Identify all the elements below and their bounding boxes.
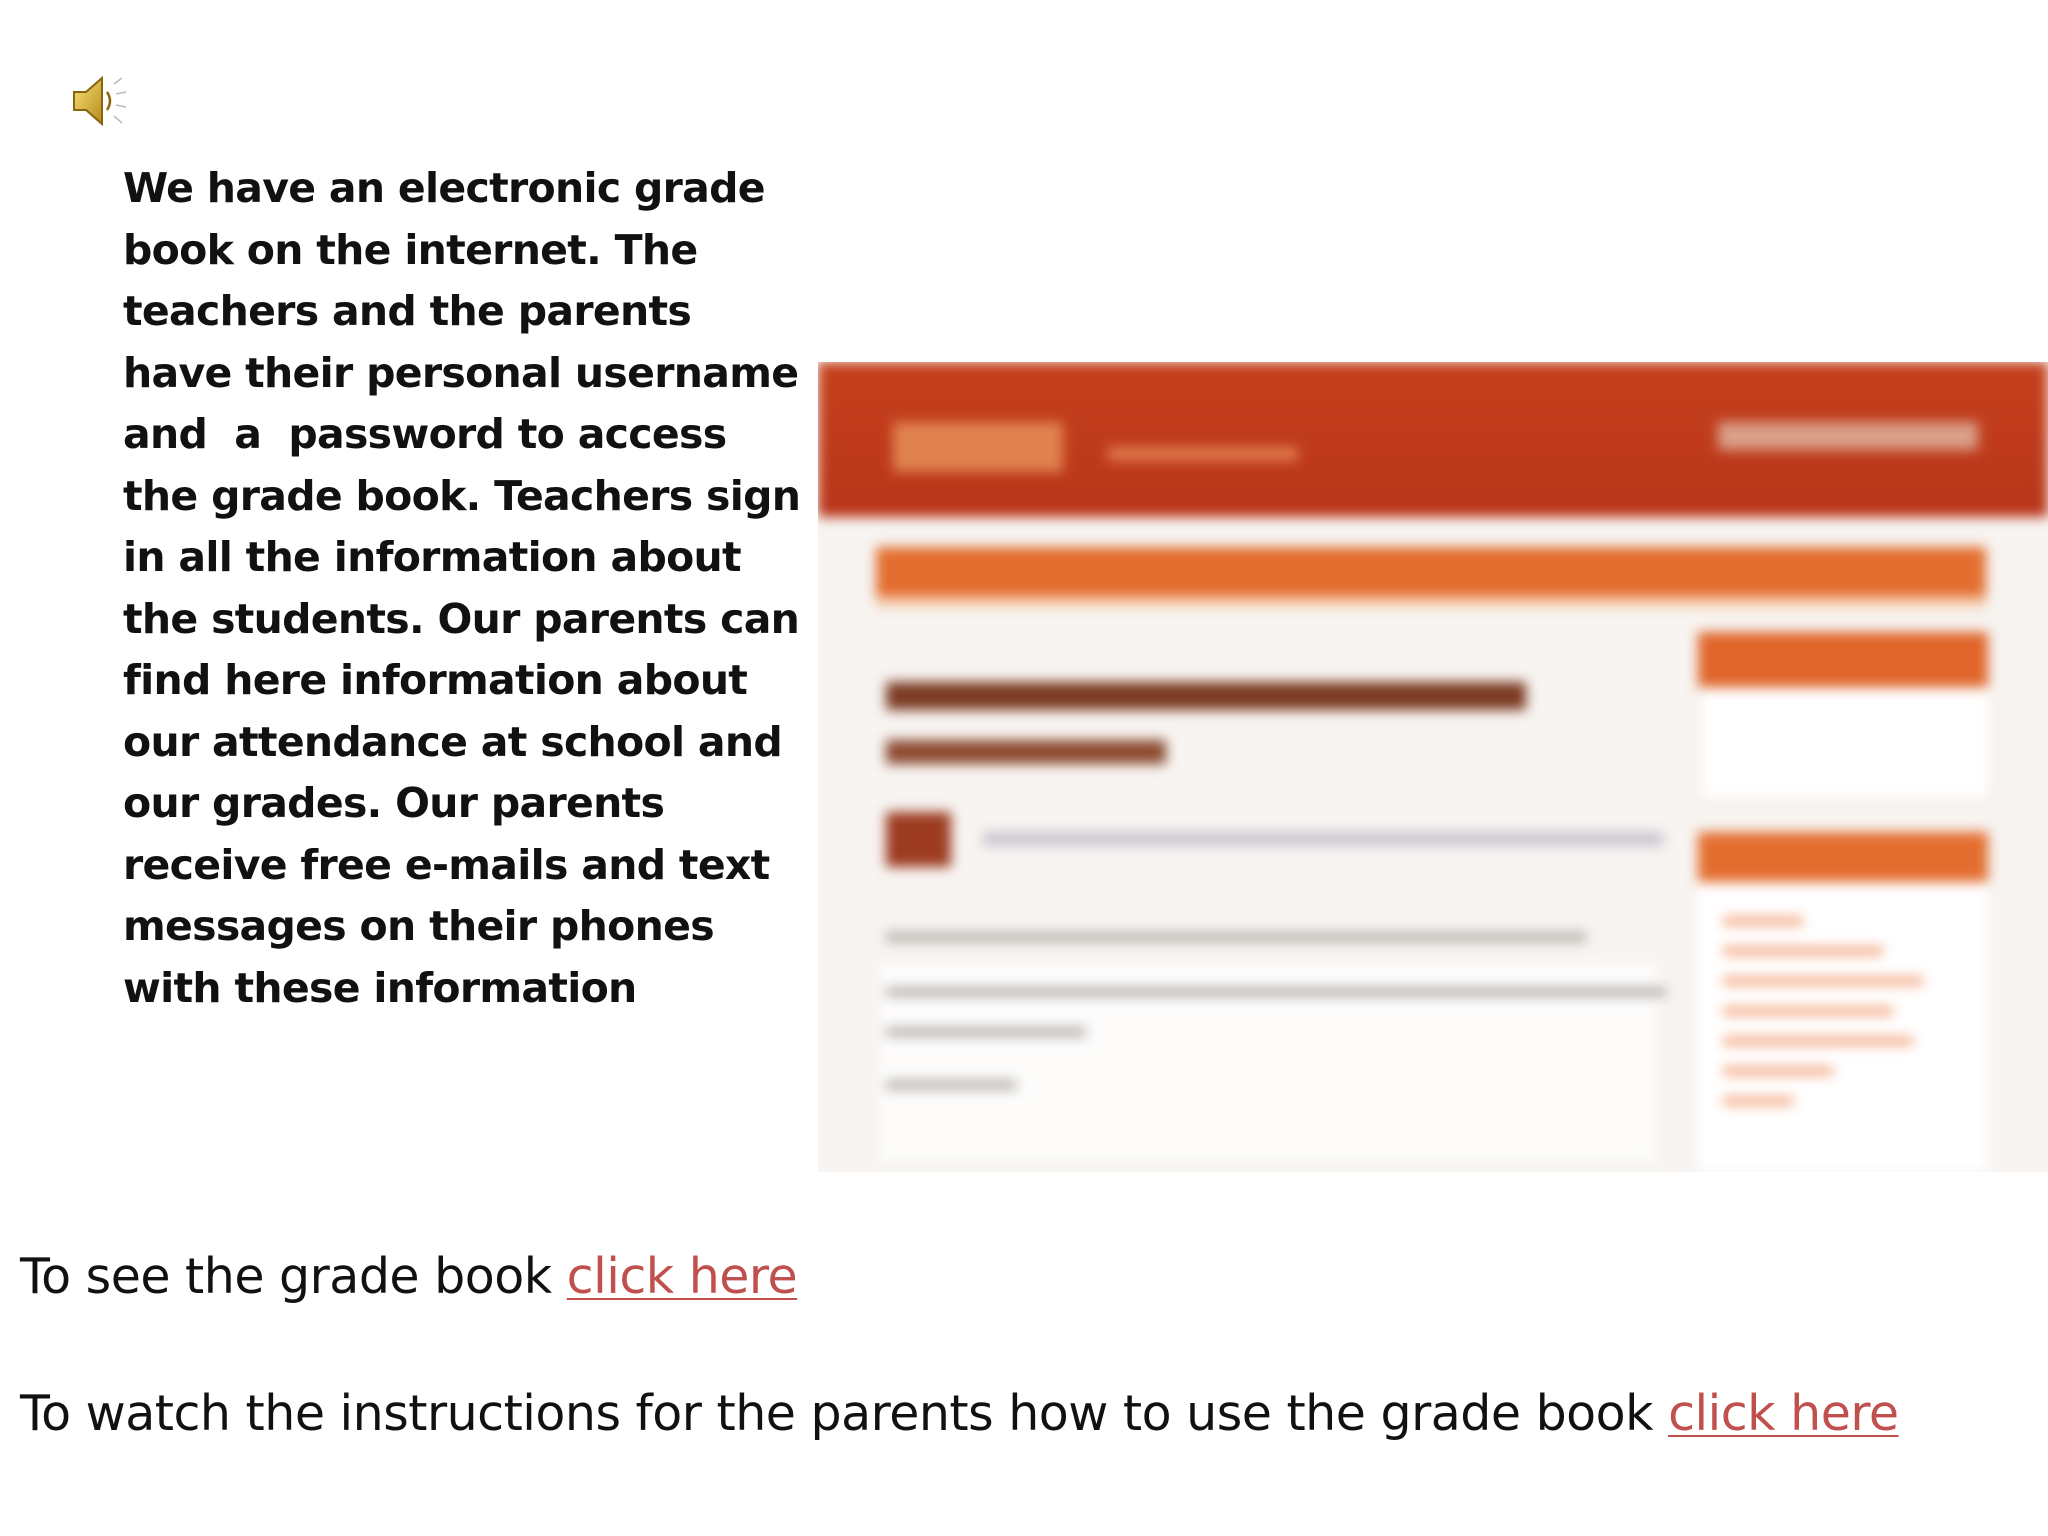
- speaker-icon[interactable]: [66, 68, 132, 134]
- body-line: have their personal username: [123, 348, 799, 397]
- screenshot-sidebar-link: [1723, 917, 1803, 925]
- gradebook-link-prefix: To see the grade book: [20, 1248, 567, 1305]
- body-line: the grade book. Teachers sign: [123, 471, 801, 520]
- screenshot-text-line: [886, 932, 1586, 942]
- screenshot-title: [886, 682, 1526, 710]
- gradebook-screenshot: [818, 362, 2048, 1172]
- body-line: our attendance at school and: [123, 717, 783, 766]
- screenshot-avatar: [886, 812, 951, 867]
- gradebook-link[interactable]: click here: [566, 1248, 798, 1305]
- screenshot-sidebar-box: [1698, 687, 1992, 801]
- screenshot-text-line: [886, 1027, 1086, 1037]
- body-line: messages on their phones: [123, 902, 714, 950]
- screenshot-sidebar-link: [1723, 1037, 1913, 1045]
- body-line: and a password to access: [123, 410, 727, 458]
- body-line: teachers and the parents: [123, 287, 692, 335]
- body-line: the students. Our parents can: [123, 594, 800, 643]
- screenshot-sidebar-link: [1723, 1067, 1833, 1075]
- body-paragraph: [123, 158, 801, 1019]
- screenshot-sidebar-link: [1723, 947, 1883, 955]
- screenshot-nav: [876, 547, 1986, 597]
- gradebook-link-line: [20, 1248, 797, 1305]
- body-line: book on the internet. The: [123, 225, 698, 274]
- screenshot-sidebar-link: [1723, 1007, 1893, 1015]
- body-line: We have an electronic grade: [123, 164, 765, 212]
- instructions-link-prefix: To watch the instructions for the parents how to use the grade book: [20, 1385, 1669, 1442]
- screenshot-logo: [893, 422, 1063, 472]
- instructions-link-line: [20, 1385, 1899, 1442]
- screenshot-sidebar-box: [1698, 882, 1988, 1172]
- screenshot-sidebar-link: [1723, 1097, 1793, 1105]
- body-line: find here information about: [123, 656, 748, 704]
- screenshot-sidebar-link: [1723, 977, 1923, 985]
- screenshot-search: [1718, 422, 1978, 450]
- screenshot-nav-underline: [876, 599, 1986, 607]
- body-line: with these information: [123, 963, 637, 1012]
- body-line: in all the information about: [123, 533, 741, 581]
- screenshot-text-line: [886, 1080, 1016, 1090]
- body-line: receive free e-mails and text: [123, 840, 770, 889]
- body-line: our grades. Our parents: [123, 779, 665, 827]
- screenshot-title-line2: [886, 740, 1166, 764]
- screenshot-text-line: [886, 987, 1666, 997]
- instructions-link[interactable]: click here: [1668, 1385, 1899, 1442]
- screenshot-tagline: [1108, 447, 1298, 461]
- screenshot-sidebar-header: [1698, 832, 1988, 882]
- screenshot-meta: [983, 832, 1663, 846]
- screenshot-sidebar-header: [1698, 632, 1988, 687]
